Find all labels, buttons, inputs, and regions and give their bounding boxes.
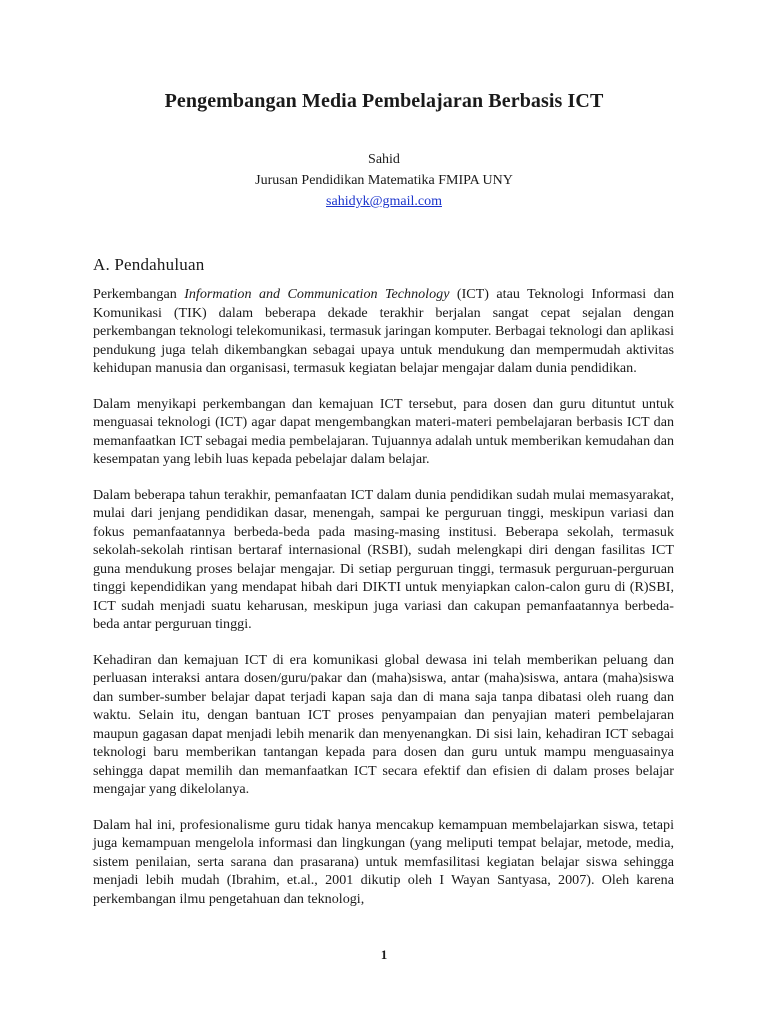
- paragraph-5: Dalam hal ini, profesionalisme guru tidak hanya mencakup kemampuan membelajarkan siswa, tetapi juga kemampuan mengelola informasi dan lingkungan (yang meliputi tempat belajar, metode, media, sistem penilaian, serta sarana dan prasarana) untuk memfasilitasi kegiatan belajar siswa sehingga menjadi lebih mudah (Ibrahim, et.al., 2001 dikutip oleh I Wayan Santyasa, 2007). Oleh karena perkembangan ilmu pengetahuan dan teknologi,: [93, 816, 674, 907]
- paragraph-1: [93, 285, 674, 378]
- author-name: Sahid: [368, 152, 400, 167]
- paragraph-1-italic-term: Information and Communication Technology: [184, 286, 450, 302]
- page-number: 1: [380, 947, 388, 962]
- paragraph-3: Dalam beberapa tahun terakhir, pemanfaatan ICT dalam dunia pendidikan sudah mulai memasyarakat, mulai dari jenjang pendidikan dasar, menengah, sampai ke perguruan tinggi, meskipun variasi dan fokus pemanfaatannya berbeda-beda pada masing-masing institusi. Beberapa sekolah, termasuk sekolah-sekolah rintisan bertaraf internasional (RSBI), sudah melengkapi diri dengan fasilitas ICT guna mendukung proses belajar mengajar. Di setiap perguruan tinggi, termasuk perguruan-perguruan tinggi kependidikan yang mendapat hibah dari DIKTI untuk menyiapkan calon-calon guru di (R)SBI, ICT sudah menjadi suatu keharusan, meskipun juga variasi dan cakupan pemanfaatannya berbeda-beda antar perguruan tinggi.: [93, 486, 674, 632]
- paragraph-2: Dalam menyikapi perkembangan dan kemajuan ICT tersebut, para dosen dan guru dituntut untuk menguasai teknologi (ICT) agar dapat mengembangkan materi-materi pembelajaran berbasis ICT dan memanfaatkan ICT sebagai media pembelajaran. Tujuannya adalah untuk memberikan kemudahan dan kesempatan yang lebih luas kepada pebelajar dalam belajar.: [93, 395, 674, 467]
- author-affiliation: Jurusan Pendidikan Matematika FMIPA UNY: [255, 173, 513, 188]
- author-email-link[interactable]: sahidyk@gmail.com: [326, 194, 442, 209]
- paragraph-4: Kehadiran dan kemajuan ICT di era komunikasi global dewasa ini telah memberikan peluang dan perluasan interaksi antara dosen/guru/pakar dan (maha)siswa, antar (maha)siswa, antara (maha)siswa dan sumber-sumber belajar dapat terjadi kapan saja dan di mana saja tanpa dibatasi oleh ruang dan waktu. Selain itu, dengan bantuan ICT proses penyampaian dan penyajian materi pembelajaran maupun gagasan dapat menjadi lebih menarik dan menyenangkan. Di sisi lain, kehadiran ICT sebagai teknologi baru memberikan tantangan kepada para dosen dan guru untuk mampu menguasainya sehingga dapat memilih dan memanfaatkan ICT secara efektif dan efisien di dalam proses belajar mengajar yang dikelolanya.: [93, 651, 674, 797]
- body-text: [93, 285, 674, 925]
- paragraph-1-rest: (ICT) atau Teknologi Informasi dan Komunikasi (TIK) dalam beberapa dekade terakhir berjalan sangat cepat sejalan dengan perkembangan teknologi telekomunikasi, termasuk jaringan komputer. Berbagai teknologi dan aplikasi pendukung juga telah dikembangkan sebagai upaya untuk mendukung dan mempermudah aktivitas kehidupan manusia dan organisasi, termasuk kegiatan belajar mengajar dalam dunia pendidikan.: [93, 286, 674, 376]
- section-heading: A. Pendahuluan: [93, 255, 205, 274]
- paragraph-1-lead: Perkembangan: [93, 286, 185, 302]
- document-title: Pengembangan Media Pembelajaran Berbasis ICT: [164, 90, 604, 112]
- author-block: [0, 149, 768, 212]
